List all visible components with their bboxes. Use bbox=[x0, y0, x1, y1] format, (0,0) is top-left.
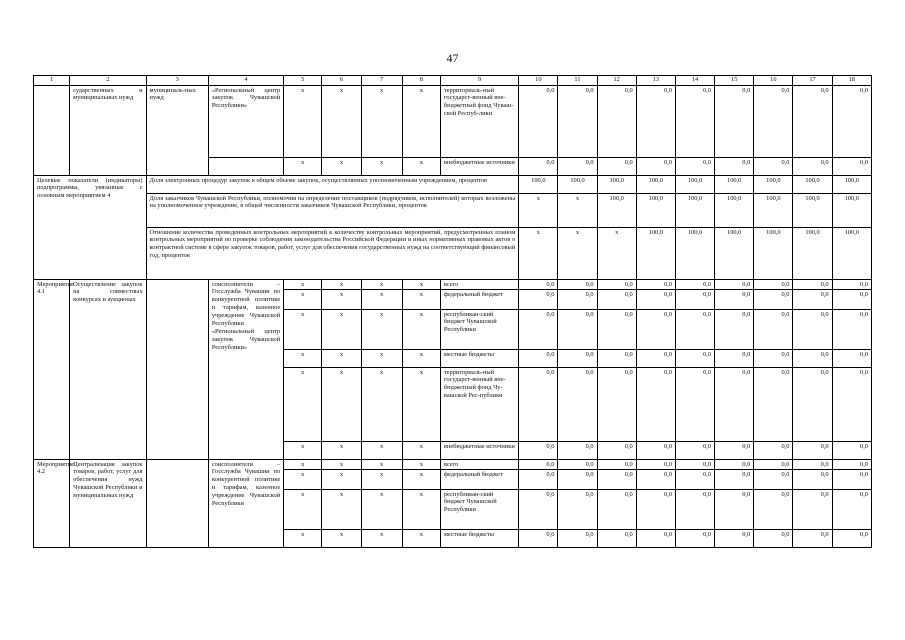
value-cell: 0,0 bbox=[754, 349, 793, 367]
indicator-value-cell: 100,0 bbox=[636, 175, 675, 193]
funding-source-cell: территориаль-ный государст-венный вне-бюджетный фонд Чуваш-ской Респуб-лики bbox=[440, 85, 518, 157]
value-cell: 0,0 bbox=[793, 441, 832, 459]
indicator-value-cell: 100,0 bbox=[675, 175, 714, 193]
code-cell: x bbox=[284, 529, 322, 547]
value-cell: 0,0 bbox=[754, 469, 793, 489]
measure-name-cell: Централизация закупок товаров, работ, услуг для обеспечения нужд Чувашской Республики и муниципальных нужд bbox=[70, 459, 146, 547]
funding-source-cell: местные бюджеты bbox=[440, 349, 518, 367]
code-cell: x bbox=[361, 367, 402, 441]
value-cell: 0,0 bbox=[636, 367, 675, 441]
indicator-value-cell: 100,0 bbox=[519, 175, 558, 193]
value-cell: 0,0 bbox=[636, 279, 675, 289]
value-cell: 0,0 bbox=[832, 529, 871, 547]
value-cell: 0,0 bbox=[675, 309, 714, 349]
value-cell: 0,0 bbox=[558, 489, 597, 529]
indicator-value-cell: 100,0 bbox=[754, 175, 793, 193]
table-row bbox=[34, 85, 872, 157]
header-cell: 16 bbox=[754, 76, 793, 86]
indicator-value-cell: x bbox=[597, 227, 636, 279]
header-cell: 8 bbox=[402, 76, 440, 86]
code-cell: x bbox=[361, 459, 402, 469]
value-cell: 0,0 bbox=[675, 489, 714, 529]
code-cell: x bbox=[284, 441, 322, 459]
value-cell: 0,0 bbox=[597, 489, 636, 529]
value-cell: 0,0 bbox=[832, 469, 871, 489]
program-table bbox=[33, 75, 872, 548]
value-cell: 0,0 bbox=[832, 309, 871, 349]
value-cell: 0,0 bbox=[715, 367, 754, 441]
code-cell: x bbox=[284, 279, 322, 289]
value-cell: 0,0 bbox=[715, 349, 754, 367]
funding-source-cell: всего bbox=[440, 459, 518, 469]
code-cell: x bbox=[361, 279, 402, 289]
code-cell: x bbox=[361, 349, 402, 367]
value-cell: 0,0 bbox=[519, 459, 558, 469]
indicator-value-cell: 100,0 bbox=[754, 193, 793, 227]
header-cell: 7 bbox=[361, 76, 402, 86]
targets-label-cell: Целевые показатели (индикаторы) подпрограммы, увязанные с основным мероприятием 4 bbox=[34, 175, 147, 279]
page-number: 47 bbox=[446, 51, 459, 65]
value-cell: 0,0 bbox=[715, 85, 754, 157]
indicator-value-cell: 100,0 bbox=[597, 193, 636, 227]
value-cell: 0,0 bbox=[636, 289, 675, 309]
value-cell: 0,0 bbox=[793, 85, 832, 157]
header-cell: 10 bbox=[519, 76, 558, 86]
indicator-value-cell: 100,0 bbox=[675, 227, 714, 279]
value-cell: 0,0 bbox=[715, 489, 754, 529]
value-cell: 0,0 bbox=[832, 367, 871, 441]
code-cell: x bbox=[402, 279, 440, 289]
value-cell: 0,0 bbox=[558, 289, 597, 309]
value-cell: 0,0 bbox=[832, 157, 871, 175]
value-cell: 0,0 bbox=[597, 529, 636, 547]
header-cell: 18 bbox=[832, 76, 871, 86]
value-cell: 0,0 bbox=[597, 469, 636, 489]
indicator-value-cell: 100,0 bbox=[715, 227, 754, 279]
value-cell: 0,0 bbox=[597, 441, 636, 459]
code-cell: x bbox=[284, 309, 322, 349]
value-cell: 0,0 bbox=[715, 157, 754, 175]
code-cell: x bbox=[322, 279, 361, 289]
value-cell: 0,0 bbox=[558, 441, 597, 459]
header-row bbox=[34, 76, 872, 86]
target-row bbox=[34, 227, 872, 279]
code-cell: x bbox=[322, 489, 361, 529]
indicator-value-cell: 100,0 bbox=[715, 175, 754, 193]
code-cell: x bbox=[402, 529, 440, 547]
code-cell: x bbox=[361, 309, 402, 349]
value-cell: 0,0 bbox=[754, 441, 793, 459]
value-cell: 0,0 bbox=[636, 459, 675, 469]
value-cell: 0,0 bbox=[558, 469, 597, 489]
code-cell: x bbox=[402, 489, 440, 529]
indicator-value-cell: 100,0 bbox=[636, 227, 675, 279]
value-cell: 0,0 bbox=[597, 85, 636, 157]
value-cell: 0,0 bbox=[754, 367, 793, 441]
value-cell: 0,0 bbox=[519, 469, 558, 489]
code-cell: x bbox=[322, 367, 361, 441]
value-cell: 0,0 bbox=[675, 349, 714, 367]
value-cell: 0,0 bbox=[675, 469, 714, 489]
header-cell: 15 bbox=[715, 76, 754, 86]
code-cell: x bbox=[284, 85, 322, 157]
value-cell: 0,0 bbox=[793, 157, 832, 175]
value-cell: 0,0 bbox=[519, 349, 558, 367]
value-cell: 0,0 bbox=[793, 529, 832, 547]
funding-source-cell: федеральный бюджет bbox=[440, 469, 518, 489]
value-cell: 0,0 bbox=[754, 279, 793, 289]
value-cell: 0,0 bbox=[519, 157, 558, 175]
funding-source-cell: местные бюджеты bbox=[440, 529, 518, 547]
value-cell: 0,0 bbox=[558, 157, 597, 175]
indicator-value-cell: 100,0 bbox=[558, 175, 597, 193]
value-cell: 0,0 bbox=[675, 367, 714, 441]
value-cell: 0,0 bbox=[832, 289, 871, 309]
funding-source-cell: федеральный бюджет bbox=[440, 289, 518, 309]
value-cell: 0,0 bbox=[715, 459, 754, 469]
goal-cell bbox=[146, 279, 208, 459]
header-cell: 13 bbox=[636, 76, 675, 86]
value-cell: 0,0 bbox=[754, 85, 793, 157]
code-cell: x bbox=[361, 529, 402, 547]
value-cell: 0,0 bbox=[793, 489, 832, 529]
indicator-value-cell: x bbox=[558, 227, 597, 279]
value-cell: 0,0 bbox=[754, 459, 793, 469]
value-cell: 0,0 bbox=[636, 529, 675, 547]
header-cell: 11 bbox=[558, 76, 597, 86]
value-cell: 0,0 bbox=[675, 441, 714, 459]
value-cell: 0,0 bbox=[715, 441, 754, 459]
value-cell: 0,0 bbox=[675, 85, 714, 157]
value-cell: 0,0 bbox=[675, 529, 714, 547]
value-cell: 0,0 bbox=[597, 289, 636, 309]
measure-name-cell: Осуществление закупок на совместных конкурсах и аукционах bbox=[70, 279, 146, 459]
indicator-value-cell: 100,0 bbox=[832, 227, 871, 279]
header-cell: 14 bbox=[675, 76, 714, 86]
value-cell: 0,0 bbox=[754, 289, 793, 309]
indicator-value-cell: 100,0 bbox=[754, 227, 793, 279]
header-cell: 3 bbox=[146, 76, 208, 86]
value-cell: 0,0 bbox=[558, 529, 597, 547]
header-cell: 6 bbox=[322, 76, 361, 86]
value-cell: 0,0 bbox=[519, 279, 558, 289]
code-cell: x bbox=[322, 309, 361, 349]
value-cell: 0,0 bbox=[558, 279, 597, 289]
value-cell: 0,0 bbox=[519, 441, 558, 459]
indicator-text-cell: Доля электронных процедур закупок в общем объеме закупок, осуществляемых уполномоченным учреждением, процентов bbox=[146, 175, 519, 193]
header-cell: 12 bbox=[597, 76, 636, 86]
executor-cell: соисполнители – Госслужба Чувашии по конкурентной политике и тарифам, казенное учреждение Чувашской Республики bbox=[208, 459, 283, 547]
code-cell: x bbox=[322, 85, 361, 157]
measure-label-cell: Мероприятие 4.2 bbox=[34, 459, 70, 547]
value-cell: 0,0 bbox=[597, 349, 636, 367]
value-cell: 0,0 bbox=[636, 157, 675, 175]
value-cell: 0,0 bbox=[519, 367, 558, 441]
value-cell: 0,0 bbox=[715, 289, 754, 309]
code-cell: x bbox=[361, 157, 402, 175]
executor-cell: соисполнители – Госслужба Чувашии по конкурентной политике и тарифам, казенное учреждение Чувашской Республики «Региональный центр закупок Чувашской Республики» bbox=[208, 279, 283, 459]
header-cell: 2 bbox=[70, 76, 146, 86]
code-cell: x bbox=[322, 469, 361, 489]
target-row bbox=[34, 193, 872, 227]
value-cell: 0,0 bbox=[636, 469, 675, 489]
value-cell: 0,0 bbox=[675, 279, 714, 289]
code-cell: x bbox=[361, 85, 402, 157]
value-cell: 0,0 bbox=[597, 309, 636, 349]
funding-source-cell: внебюджетные источники bbox=[440, 157, 518, 175]
value-cell: 0,0 bbox=[715, 279, 754, 289]
code-cell: x bbox=[322, 459, 361, 469]
funding-source-cell: всего bbox=[440, 279, 518, 289]
value-cell: 0,0 bbox=[675, 459, 714, 469]
indicator-value-cell: 100,0 bbox=[715, 193, 754, 227]
value-cell: 0,0 bbox=[519, 289, 558, 309]
header-cell: 1 bbox=[34, 76, 70, 86]
value-cell: 0,0 bbox=[754, 529, 793, 547]
value-cell: 0,0 bbox=[636, 489, 675, 529]
value-cell: 0,0 bbox=[519, 309, 558, 349]
value-cell: 0,0 bbox=[793, 309, 832, 349]
indicator-value-cell: x bbox=[558, 193, 597, 227]
code-cell: x bbox=[322, 529, 361, 547]
indicator-value-cell: 100,0 bbox=[675, 193, 714, 227]
code-cell: x bbox=[402, 367, 440, 441]
header-cell: 17 bbox=[793, 76, 832, 86]
code-cell: x bbox=[284, 349, 322, 367]
value-cell: 0,0 bbox=[715, 309, 754, 349]
funding-source-cell: территориаль-ный государст-венный вне-бюджетный фонд Чу-вашской Рес-публики bbox=[440, 367, 518, 441]
value-cell: 0,0 bbox=[675, 289, 714, 309]
code-cell: x bbox=[361, 489, 402, 529]
code-cell: x bbox=[402, 157, 440, 175]
header-cell: 4 bbox=[208, 76, 283, 86]
executor-cell bbox=[208, 157, 283, 175]
indicator-value-cell: 100,0 bbox=[793, 193, 832, 227]
code-cell: x bbox=[361, 289, 402, 309]
value-cell: 0,0 bbox=[675, 157, 714, 175]
value-cell: 0,0 bbox=[636, 441, 675, 459]
funding-source-cell: республикан-ский бюджет Чувашской Республики bbox=[440, 309, 518, 349]
code-cell: x bbox=[284, 469, 322, 489]
code-cell: x bbox=[361, 441, 402, 459]
value-cell: 0,0 bbox=[754, 157, 793, 175]
value-cell: 0,0 bbox=[754, 489, 793, 529]
code-cell: x bbox=[322, 157, 361, 175]
code-cell: x bbox=[361, 469, 402, 489]
funding-source-cell: республикан-ский бюджет Чувашской Республики bbox=[440, 489, 518, 529]
funding-source-cell: внебюджетные источники bbox=[440, 441, 518, 459]
executor-cell: «Региональный центр закупок Чувашской Республики» bbox=[208, 85, 283, 157]
indicator-value-cell: 100,0 bbox=[793, 175, 832, 193]
table-row bbox=[34, 459, 872, 469]
value-cell: 0,0 bbox=[597, 279, 636, 289]
value-cell: 0,0 bbox=[636, 85, 675, 157]
indicator-value-cell: 100,0 bbox=[793, 227, 832, 279]
measure-label-cell: Мероприятие 4.1 bbox=[34, 279, 70, 459]
code-cell: x bbox=[284, 367, 322, 441]
indicator-value-cell: x bbox=[519, 193, 558, 227]
value-cell: 0,0 bbox=[832, 279, 871, 289]
code-cell: x bbox=[402, 289, 440, 309]
value-cell: 0,0 bbox=[519, 529, 558, 547]
value-cell: 0,0 bbox=[793, 349, 832, 367]
code-cell: x bbox=[402, 469, 440, 489]
value-cell: 0,0 bbox=[519, 489, 558, 529]
value-cell: 0,0 bbox=[754, 309, 793, 349]
header-cell: 5 bbox=[284, 76, 322, 86]
goal-cell: муниципаль-ных нужд bbox=[146, 85, 208, 175]
value-cell: 0,0 bbox=[597, 459, 636, 469]
code-cell: x bbox=[402, 309, 440, 349]
value-cell: 0,0 bbox=[558, 459, 597, 469]
code-cell: x bbox=[284, 459, 322, 469]
value-cell: 0,0 bbox=[793, 367, 832, 441]
value-cell: 0,0 bbox=[597, 367, 636, 441]
value-cell: 0,0 bbox=[793, 289, 832, 309]
code-cell: x bbox=[402, 349, 440, 367]
goal-cell bbox=[146, 459, 208, 547]
code-cell: x bbox=[284, 289, 322, 309]
value-cell: 0,0 bbox=[636, 349, 675, 367]
value-cell: 0,0 bbox=[832, 459, 871, 469]
indicator-value-cell: 100,0 bbox=[832, 193, 871, 227]
indicator-value-cell: x bbox=[519, 227, 558, 279]
code-cell: x bbox=[322, 289, 361, 309]
value-cell: 0,0 bbox=[597, 157, 636, 175]
value-cell: 0,0 bbox=[832, 349, 871, 367]
code-cell: x bbox=[402, 459, 440, 469]
value-cell: 0,0 bbox=[832, 441, 871, 459]
value-cell: 0,0 bbox=[558, 349, 597, 367]
value-cell: 0,0 bbox=[715, 469, 754, 489]
value-cell: 0,0 bbox=[715, 529, 754, 547]
indicator-text-cell: Доля заказчиков Чувашской Республики, полномочия на определение поставщиков (подрядчиков, исполнителей) которых возложены на уполномоченное учреждение, в общей численности заказчиков Чувашской Республики, процентов bbox=[146, 193, 519, 227]
indicator-value-cell: 100,0 bbox=[832, 175, 871, 193]
header-cell: 9 bbox=[440, 76, 518, 86]
table-row bbox=[34, 279, 872, 289]
code-cell: x bbox=[322, 349, 361, 367]
indicator-text-cell: Отношение количества проведенных контрольных мероприятий к количеству контрольных мероприятий, предусмотренных планом контрольных мероприятий по проверке соблюдения законодательства Российской Федерации и иных нормативных правовых актов о контрактной системе в сфере закупок товаров, работ, услуг для обеспечения государственных нужд на соответствующий финансовый год, процентов bbox=[146, 227, 519, 279]
value-cell: 0,0 bbox=[793, 459, 832, 469]
target-row bbox=[34, 175, 872, 193]
code-cell: x bbox=[402, 441, 440, 459]
value-cell: 0,0 bbox=[519, 85, 558, 157]
value-cell: 0,0 bbox=[636, 309, 675, 349]
code-cell: x bbox=[322, 441, 361, 459]
value-cell: 0,0 bbox=[558, 85, 597, 157]
value-cell: 0,0 bbox=[832, 489, 871, 529]
measure-label-cell bbox=[34, 85, 70, 175]
code-cell: x bbox=[284, 157, 322, 175]
measure-name-cell: сударственных и муниципальных нужд bbox=[70, 85, 146, 175]
indicator-value-cell: 100,0 bbox=[636, 193, 675, 227]
value-cell: 0,0 bbox=[558, 367, 597, 441]
code-cell: x bbox=[402, 85, 440, 157]
value-cell: 0,0 bbox=[793, 279, 832, 289]
code-cell: x bbox=[284, 489, 322, 529]
value-cell: 0,0 bbox=[558, 309, 597, 349]
value-cell: 0,0 bbox=[793, 469, 832, 489]
value-cell: 0,0 bbox=[832, 85, 871, 157]
indicator-value-cell: 100,0 bbox=[597, 175, 636, 193]
